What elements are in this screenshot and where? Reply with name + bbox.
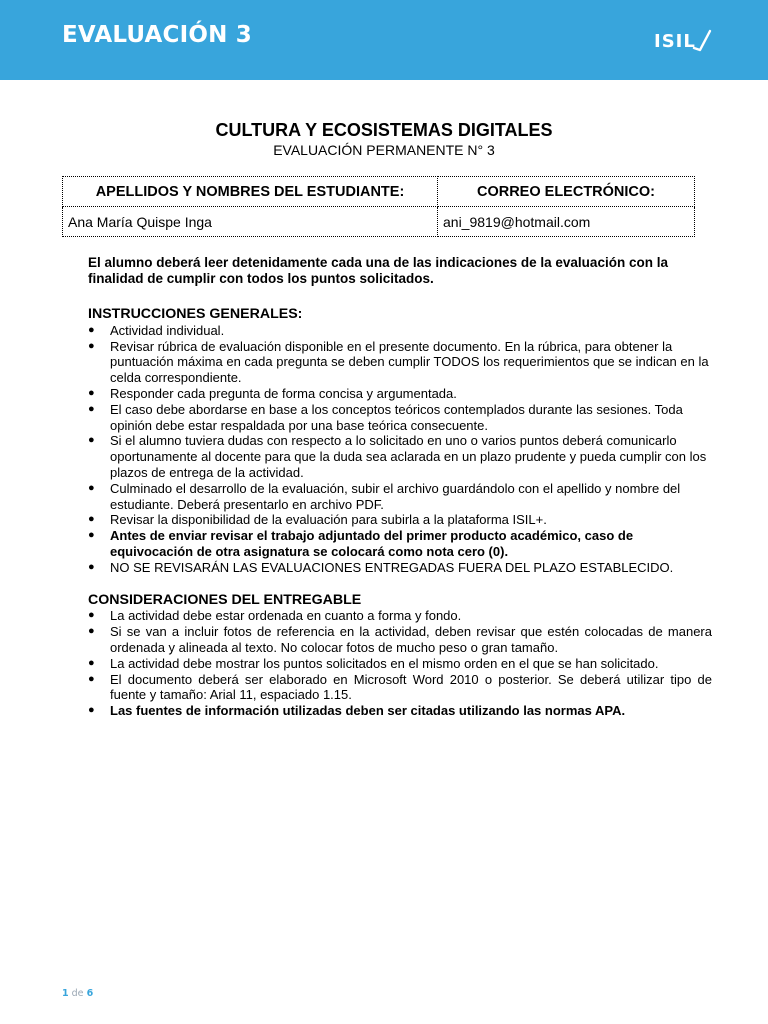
- logo-slash-icon: [692, 28, 712, 54]
- student-info-table: [62, 176, 695, 237]
- list-item: ● La actividad debe mostrar los puntos solicitados en el mismo orden en el que se han solicitado.: [88, 656, 712, 672]
- general-instructions-heading: INSTRUCCIONES GENERALES:: [88, 306, 303, 322]
- email-column-header: CORREO ELECTRÓNICO:: [438, 177, 695, 207]
- deliverable-heading: CONSIDERACIONES DEL ENTREGABLE: [88, 591, 362, 608]
- deliverable-list: [88, 608, 712, 719]
- page-total: 6: [86, 988, 94, 999]
- header-bar: [0, 0, 768, 80]
- document-subtitle: EVALUACIÓN PERMANENTE N° 3: [273, 142, 495, 158]
- list-item: ● Responder cada pregunta de forma concisa y argumentada.: [88, 386, 712, 402]
- list-item: ● Si se van a incluir fotos de referencia en la actividad, deben revisar que estén colocadas de manera ordenada y alineada al texto. No colocar fotos de mucho peso o gran tamaño.: [88, 624, 712, 656]
- logo-text: ISIL: [654, 30, 696, 52]
- page-separator: de: [71, 988, 84, 999]
- page-number: [62, 988, 93, 999]
- list-item: ● Revisar rúbrica de evaluación disponible en el presente documento. En la rúbrica, para obtener la puntuación máxima en cada pregunta se deben cumplir TODOS los requerimientos que se indican en la celda correspondiente.: [88, 339, 712, 386]
- isil-logo: [654, 28, 712, 54]
- table-header-row: [63, 177, 695, 207]
- list-item: ● Actividad individual.: [88, 323, 712, 339]
- student-email-cell: ani_9819@hotmail.com: [438, 207, 695, 237]
- header-title: EVALUACIÓN 3: [62, 22, 253, 48]
- list-item: ● Antes de enviar revisar el trabajo adjuntado del primer producto académico, caso de equivocación de otra asignatura se colocará como nota cero (0).: [88, 528, 712, 560]
- list-item: ● Culminado el desarrollo de la evaluación, subir el archivo guardándolo con el apellido y nombre del estudiante. Deberá presentarlo en archivo PDF.: [88, 481, 712, 513]
- page-current: 1: [62, 988, 69, 999]
- list-item: ● La actividad debe estar ordenada en cuanto a forma y fondo.: [88, 608, 712, 624]
- document-body: [88, 255, 712, 719]
- list-item: ● NO SE REVISARÁN LAS EVALUACIONES ENTREGADAS FUERA DEL PLAZO ESTABLECIDO.: [88, 560, 712, 576]
- intro-paragraph: El alumno deberá leer detenidamente cada una de las indicaciones de la evaluación con la finalidad de cumplir con todos los puntos solicitados.: [88, 255, 668, 286]
- document-title: CULTURA Y ECOSISTEMAS DIGITALES: [215, 120, 553, 140]
- list-item: ● El documento deberá ser elaborado en Microsoft Word 2010 o posterior. Se deberá utilizar tipo de fuente y tamaño: Arial 11, espaciado 1.15.: [88, 672, 712, 704]
- table-row: [63, 207, 695, 237]
- student-name-cell: Ana María Quispe Inga: [63, 207, 438, 237]
- list-item: ● El caso debe abordarse en base a los conceptos teóricos contemplados durante las sesiones. Toda opinión debe estar respaldada por una base teórica consecuente.: [88, 402, 712, 434]
- list-item: ● Si el alumno tuviera dudas con respecto a lo solicitado en uno o varios puntos deberá comunicarlo oportunamente al docente para que la duda sea aclarada en un plazo prudente y pueda cumplir con los plazos de entrega de la actividad.: [88, 433, 712, 480]
- list-item: ● Revisar la disponibilidad de la evaluación para subirla a la plataforma ISIL+.: [88, 512, 712, 528]
- general-instructions-list: [88, 323, 712, 576]
- name-column-header: APELLIDOS Y NOMBRES DEL ESTUDIANTE:: [63, 177, 438, 207]
- list-item: ● Las fuentes de información utilizadas deben ser citadas utilizando las normas APA.: [88, 703, 712, 719]
